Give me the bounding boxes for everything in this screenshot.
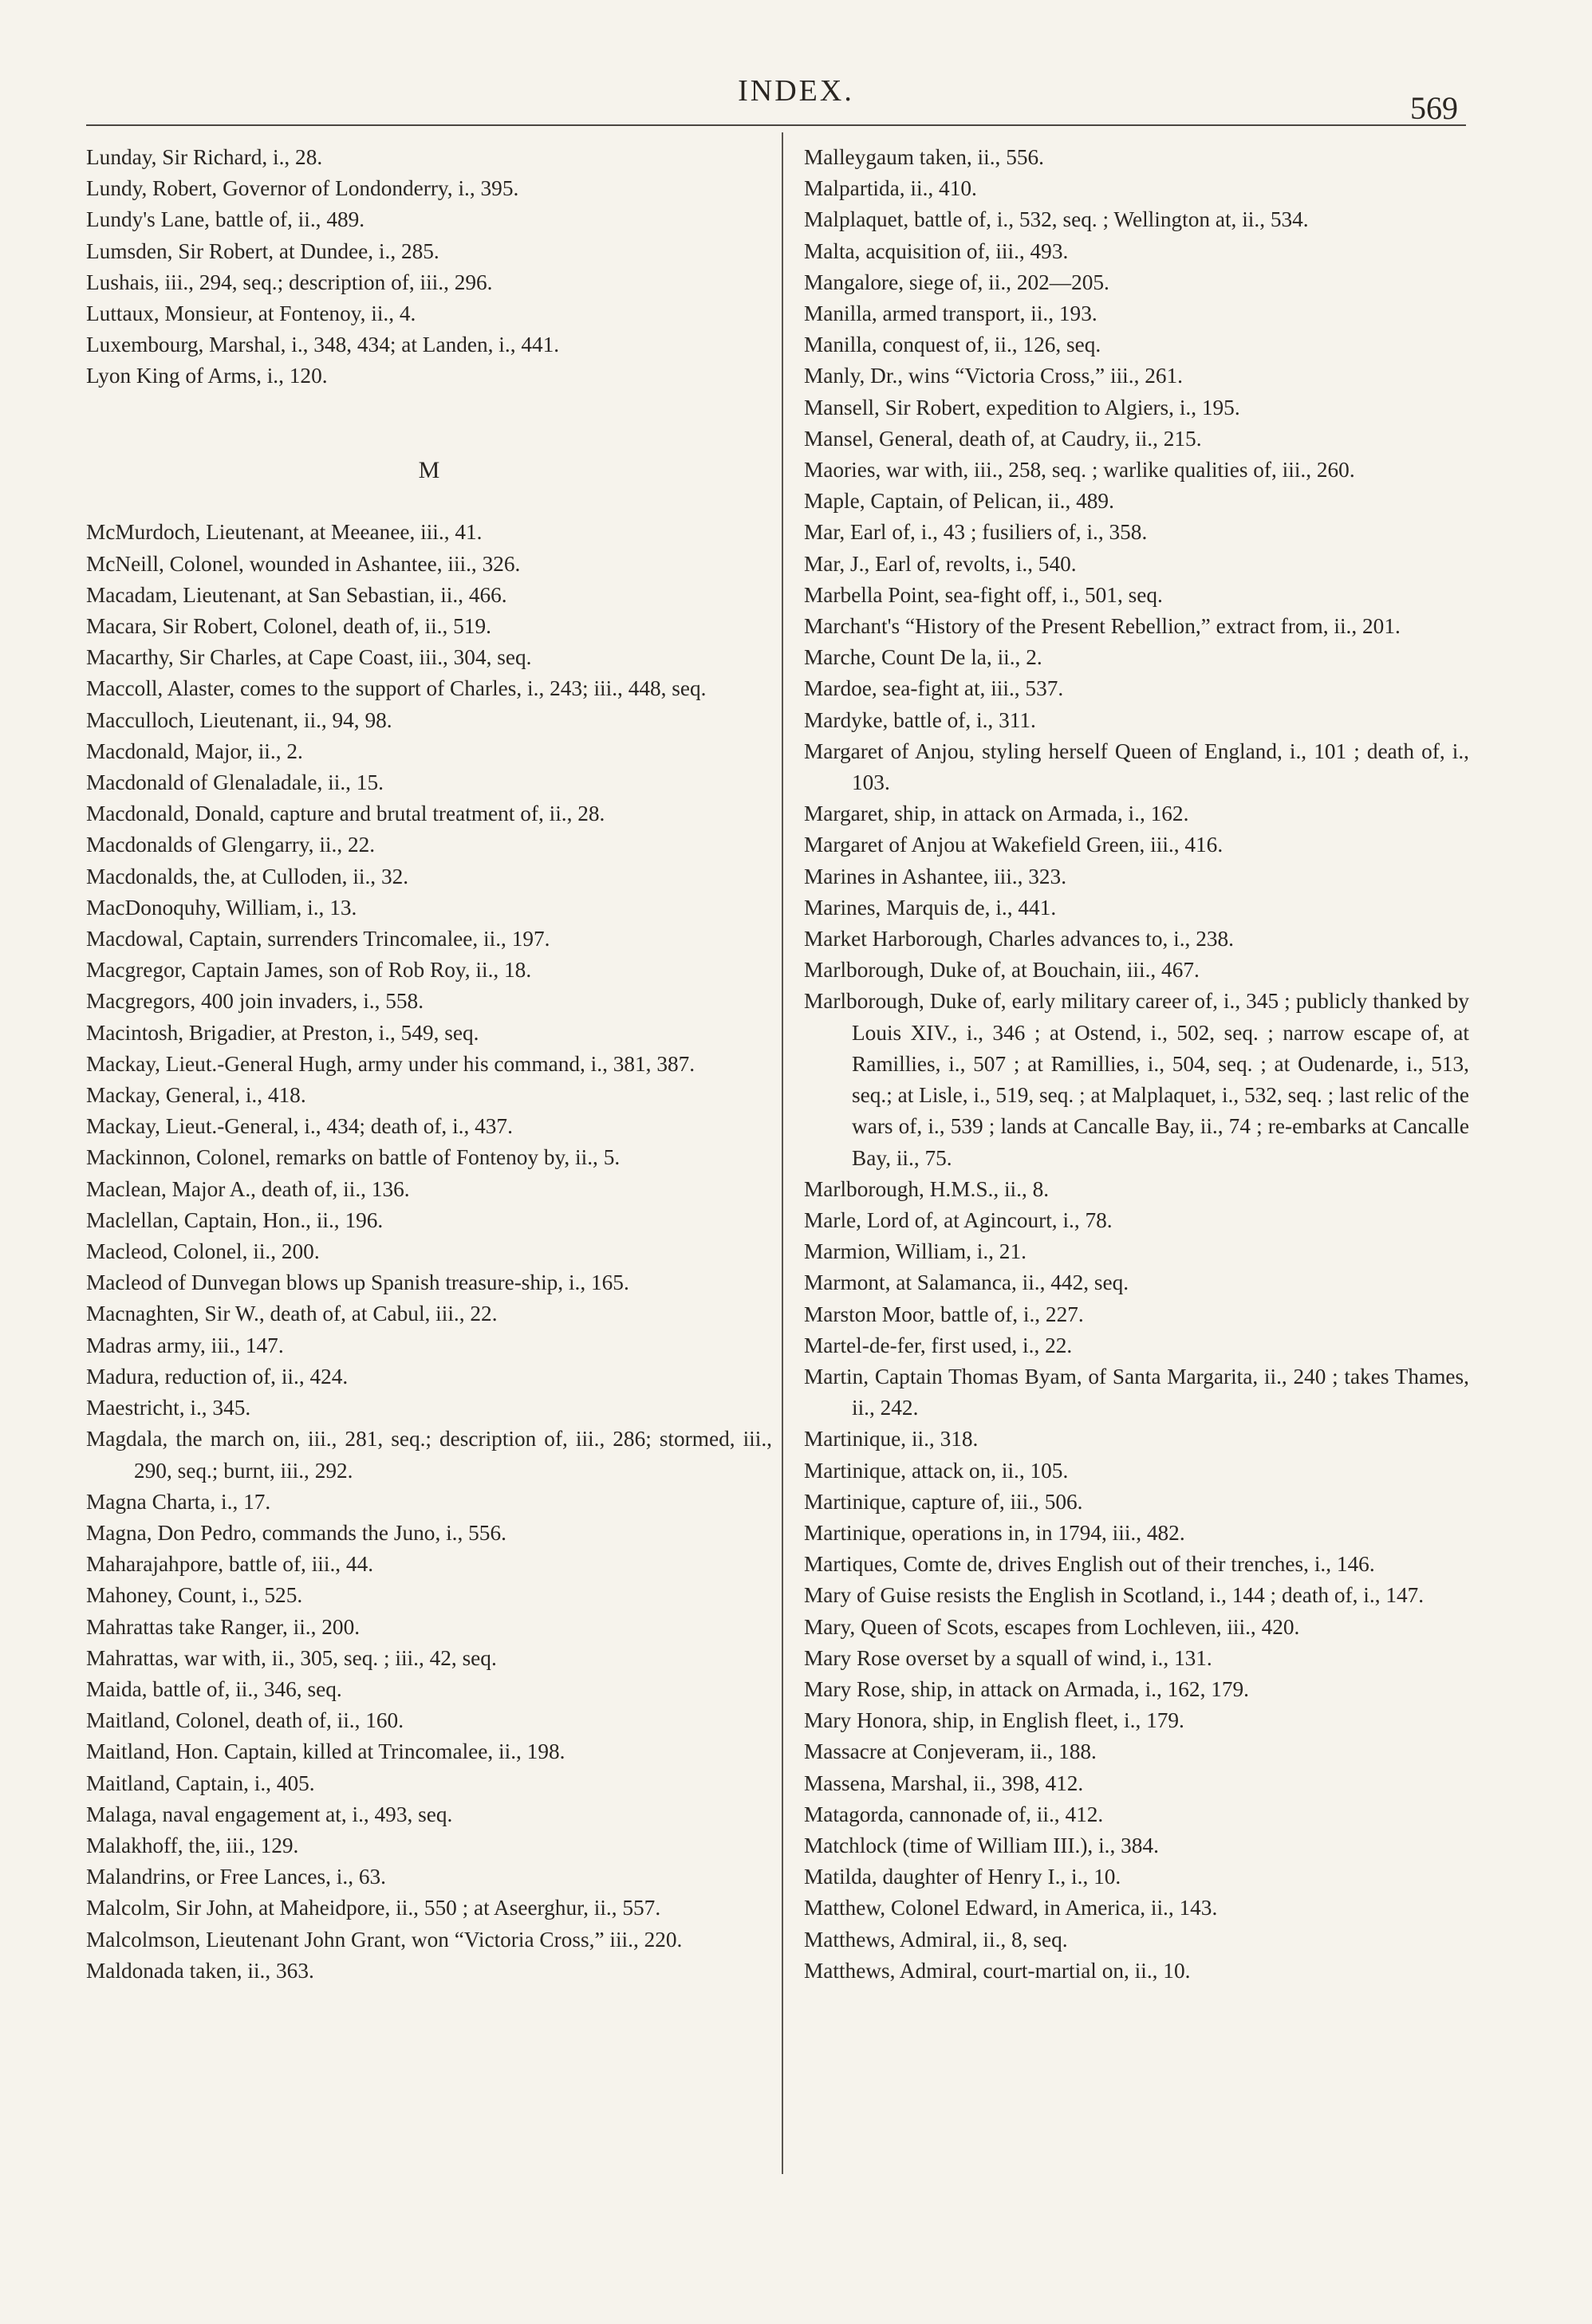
left-entries-m	[86, 517, 772, 1987]
index-entry: Malakhoff, the, iii., 129.	[86, 1833, 299, 1857]
index-entry: Macnaghten, Sir W., death of, at Cabul, iii., 22.	[86, 1302, 498, 1326]
index-entry: Maida, battle of, ii., 346, seq.	[86, 1676, 342, 1701]
column-divider	[782, 132, 783, 2174]
index-entry: Matilda, daughter of Henry I., i., 10.	[804, 1865, 1121, 1889]
index-entry: Manilla, armed transport, ii., 193.	[804, 301, 1097, 326]
index-entry: Marle, Lord of, at Agincourt, i., 78.	[804, 1207, 1113, 1232]
index-entry: Lyon King of Arms, i., 120.	[86, 364, 328, 388]
index-entry: Macgregor, Captain James, son of Rob Roy, ii., 18.	[86, 958, 532, 983]
index-entry: Maccoll, Alaster, comes to the support of Charles, i., 243; iii., 448, seq.	[86, 676, 707, 701]
index-entry: Madras army, iii., 147.	[86, 1333, 284, 1357]
index-entry: Maclellan, Captain, Hon., ii., 196.	[86, 1207, 384, 1232]
index-entry: Macdonalds of Glengarry, ii., 22.	[86, 833, 376, 857]
index-entry: Malplaquet, battle of, i., 532, seq. ; Wellington at, ii., 534.	[804, 207, 1309, 232]
index-entry: Macleod of Dunvegan blows up Spanish treasure-ship, i., 165.	[86, 1270, 629, 1295]
index-entry: Mangalore, siege of, ii., 202—205.	[804, 270, 1109, 294]
index-entry: Marines in Ashantee, iii., 323.	[804, 864, 1067, 888]
index-entry: McMurdoch, Lieutenant, at Meeanee, iii., 41.	[86, 520, 483, 545]
index-entry: Mahrattas take Ranger, ii., 200.	[86, 1614, 361, 1639]
index-entry: Mansel, General, death of, at Caudry, ii., 215.	[804, 426, 1202, 451]
index-entry: Macintosh, Brigadier, at Preston, i., 549, seq.	[86, 1020, 479, 1045]
index-entry: Mackay, General, i., 418.	[86, 1083, 306, 1108]
index-entry: Maitland, Colonel, death of, ii., 160.	[86, 1708, 404, 1733]
index-entry: Macarthy, Sir Charles, at Cape Coast, iii., 304, seq.	[86, 645, 532, 670]
index-entry: Mary Rose, ship, in attack on Armada, i., 162, 179.	[804, 1676, 1249, 1701]
index-entry: Macara, Sir Robert, Colonel, death of, ii., 519.	[86, 614, 491, 639]
index-entry: Malta, acquisition of, iii., 493.	[804, 238, 1069, 263]
index-entry: Marlborough, Duke of, early military career of, i., 345 ; publicly thanked by Louis XIV., i., 346 ; at Ostend, i., 502, seq. ; narrow escape of, at Ramillies, i., 507 ; at Ramillies, i., 504, seq. ; at Oudenarde, i., 513, seq.; at Lisle, i., 519, seq. ; at Malplaquet, i., 532, seq. ; last relic of the wars of, i., 539 ; lands at Cancalle Bay, ii., 74 ; re-embarks at Cancalle Bay, ii., 75.	[804, 989, 1470, 1170]
index-entry: Maharajahpore, battle of, iii., 44.	[86, 1552, 374, 1577]
index-entry: Manly, Dr., wins “Victoria Cross,” iii., 261.	[804, 364, 1183, 388]
left-entries-top	[86, 142, 772, 392]
index-entry: Madura, reduction of, ii., 424.	[86, 1364, 349, 1388]
index-entry: Martinique, ii., 318.	[804, 1427, 979, 1452]
index-entry: Magna Charta, i., 17.	[86, 1489, 271, 1514]
index-entry: Mary Rose overset by a squall of wind, i., 131.	[804, 1645, 1212, 1670]
index-entry: Macdonald, Donald, capture and brutal treatment of, ii., 28.	[86, 802, 605, 826]
index-entry: Manilla, conquest of, ii., 126, seq.	[804, 333, 1101, 357]
index-entry: Mar, Earl of, i., 43 ; fusiliers of, i., 358.	[804, 520, 1148, 545]
index-entry: Matagorda, cannonade of, ii., 412.	[804, 1802, 1104, 1826]
index-entry: Macculloch, Lieutenant, ii., 94, 98.	[86, 707, 392, 732]
index-entry: Martinique, operations in, in 1794, iii., 482.	[804, 1520, 1185, 1545]
index-entry: Marmion, William, i., 21.	[804, 1239, 1027, 1264]
index-entry: Lumsden, Sir Robert, at Dundee, i., 285.	[86, 238, 439, 263]
index-entry: Maldonada taken, ii., 363.	[86, 1958, 314, 1983]
index-entry: Lunday, Sir Richard, i., 28.	[86, 145, 323, 169]
index-entry: Malpartida, ii., 410.	[804, 176, 977, 201]
index-entry: Marmont, at Salamanca, ii., 442, seq.	[804, 1270, 1129, 1295]
index-entry: Matchlock (time of William III.), i., 384.	[804, 1833, 1159, 1857]
index-entry: Luxembourg, Marshal, i., 348, 434; at Landen, i., 441.	[86, 333, 560, 357]
index-entry: Mar, J., Earl of, revolts, i., 540.	[804, 551, 1077, 576]
index-entry: Mansell, Sir Robert, expedition to Algiers, i., 195.	[804, 395, 1240, 420]
index-entry: Marchant's “History of the Present Rebellion,” extract from, ii., 201.	[804, 614, 1401, 639]
index-entry: Macdonalds, the, at Culloden, ii., 32.	[86, 864, 409, 888]
index-entry: Mackay, Lieut.-General Hugh, army under his command, i., 381, 387.	[86, 1051, 696, 1076]
index-entry: Marston Moor, battle of, i., 227.	[804, 1302, 1084, 1326]
index-entry: Martin, Captain Thomas Byam, of Santa Margarita, ii., 240 ; takes Thames, ii., 242.	[804, 1364, 1469, 1420]
index-entry: Maestricht, i., 345.	[86, 1396, 251, 1420]
index-entry: Martel-de-fer, first used, i., 22.	[804, 1333, 1073, 1357]
index-entry: Mackay, Lieut.-General, i., 434; death of, i., 437.	[86, 1114, 513, 1139]
header-rule	[86, 124, 1466, 126]
index-entry: Marche, Count De la, ii., 2.	[804, 645, 1042, 670]
index-entry: Maitland, Hon. Captain, killed at Trincomalee, ii., 198.	[86, 1739, 565, 1764]
index-entry: Mahoney, Count, i., 525.	[86, 1583, 303, 1608]
right-column	[804, 142, 1469, 1987]
index-entry: McNeill, Colonel, wounded in Ashantee, iii., 326.	[86, 551, 521, 576]
index-entry: Maclean, Major A., death of, ii., 136.	[86, 1176, 410, 1201]
index-entry: Maories, war with, iii., 258, seq. ; warlike qualities of, iii., 260.	[804, 458, 1355, 483]
index-entry: Maitland, Captain, i., 405.	[86, 1771, 315, 1795]
index-entry: MacDonoquhy, William, i., 13.	[86, 895, 357, 920]
index-entry: Margaret of Anjou, styling herself Queen of England, i., 101 ; death of, i., 103.	[804, 739, 1469, 795]
page-title: INDEX.	[738, 74, 854, 108]
section-letter-heading: M	[418, 456, 440, 483]
index-entry: Lundy's Lane, battle of, ii., 489.	[86, 207, 365, 232]
index-entry: Mary, Queen of Scots, escapes from Lochleven, iii., 420.	[804, 1614, 1300, 1639]
index-entry: Macgregors, 400 join invaders, i., 558.	[86, 989, 424, 1014]
index-entry: Marlborough, H.M.S., ii., 8.	[804, 1176, 1050, 1201]
index-entry: Mary of Guise resists the English in Scotland, i., 144 ; death of, i., 147.	[804, 1583, 1425, 1608]
index-entry: Market Harborough, Charles advances to, i., 238.	[804, 927, 1234, 951]
page-number: 569	[1410, 90, 1458, 126]
index-entry: Macdonald of Glenaladale, ii., 15.	[86, 770, 384, 795]
index-entry: Marlborough, Duke of, at Bouchain, iii., 467.	[804, 958, 1200, 983]
index-entry: Maple, Captain, of Pelican, ii., 489.	[804, 489, 1114, 514]
index-entry: Malleygaum taken, ii., 556.	[804, 145, 1044, 169]
index-entry: Mardoe, sea-fight at, iii., 537.	[804, 676, 1064, 701]
index-entry: Margaret, ship, in attack on Armada, i., 162.	[804, 802, 1189, 826]
index-entry: Lushais, iii., 294, seq.; description of, iii., 296.	[86, 270, 493, 294]
index-entry: Marines, Marquis de, i., 441.	[804, 895, 1057, 920]
index-entry: Massacre at Conjeveram, ii., 188.	[804, 1739, 1097, 1764]
index-entry: Mary Honora, ship, in English fleet, i., 179.	[804, 1708, 1184, 1733]
index-entry: Malaga, naval engagement at, i., 493, seq.	[86, 1802, 453, 1826]
index-entry: Massena, Marshal, ii., 398, 412.	[804, 1771, 1084, 1795]
index-entry: Matthews, Admiral, ii., 8, seq.	[804, 1927, 1068, 1952]
index-entry: Mackinnon, Colonel, remarks on battle of Fontenoy by, ii., 5.	[86, 1145, 621, 1170]
index-entry: Malcolm, Sir John, at Maheidpore, ii., 550 ; at Aseerghur, ii., 557.	[86, 1896, 661, 1920]
index-entry: Martiques, Comte de, drives English out of their trenches, i., 146.	[804, 1552, 1375, 1577]
index-entry: Macadam, Lieutenant, at San Sebastian, ii., 466.	[86, 582, 507, 607]
index-entry: Mahrattas, war with, ii., 305, seq. ; iii., 42, seq.	[86, 1645, 497, 1670]
index-entry: Lundy, Robert, Governor of Londonderry, i., 395.	[86, 176, 519, 201]
index-entry: Macleod, Colonel, ii., 200.	[86, 1239, 320, 1264]
index-entry: Margaret of Anjou at Wakefield Green, iii., 416.	[804, 833, 1224, 857]
index-entry: Marbella Point, sea-fight off, i., 501, seq.	[804, 582, 1163, 607]
index-entry: Macdonald, Major, ii., 2.	[86, 739, 303, 763]
index-entry: Martinique, capture of, iii., 506.	[804, 1489, 1083, 1514]
index-entry: Luttaux, Monsieur, at Fontenoy, ii., 4.	[86, 301, 416, 326]
index-entry: Malandrins, or Free Lances, i., 63.	[86, 1865, 386, 1889]
index-entry: Magna, Don Pedro, commands the Juno, i., 556.	[86, 1520, 506, 1545]
index-entry: Magdala, the march on, iii., 281, seq.; description of, iii., 286; stormed, iii., 290, seq.; burnt, iii., 292.	[86, 1427, 772, 1483]
index-entry: Malcolmson, Lieutenant John Grant, won “Victoria Cross,” iii., 220.	[86, 1927, 683, 1952]
left-column	[86, 142, 772, 1987]
index-entry: Matthew, Colonel Edward, in America, ii., 143.	[804, 1896, 1218, 1920]
index-entry: Matthews, Admiral, court-martial on, ii., 10.	[804, 1958, 1191, 1983]
index-entry: Martinique, attack on, ii., 105.	[804, 1458, 1069, 1483]
index-entry: Mardyke, battle of, i., 311.	[804, 707, 1036, 732]
index-entry: Macdowal, Captain, surrenders Trincomalee, ii., 197.	[86, 927, 550, 951]
